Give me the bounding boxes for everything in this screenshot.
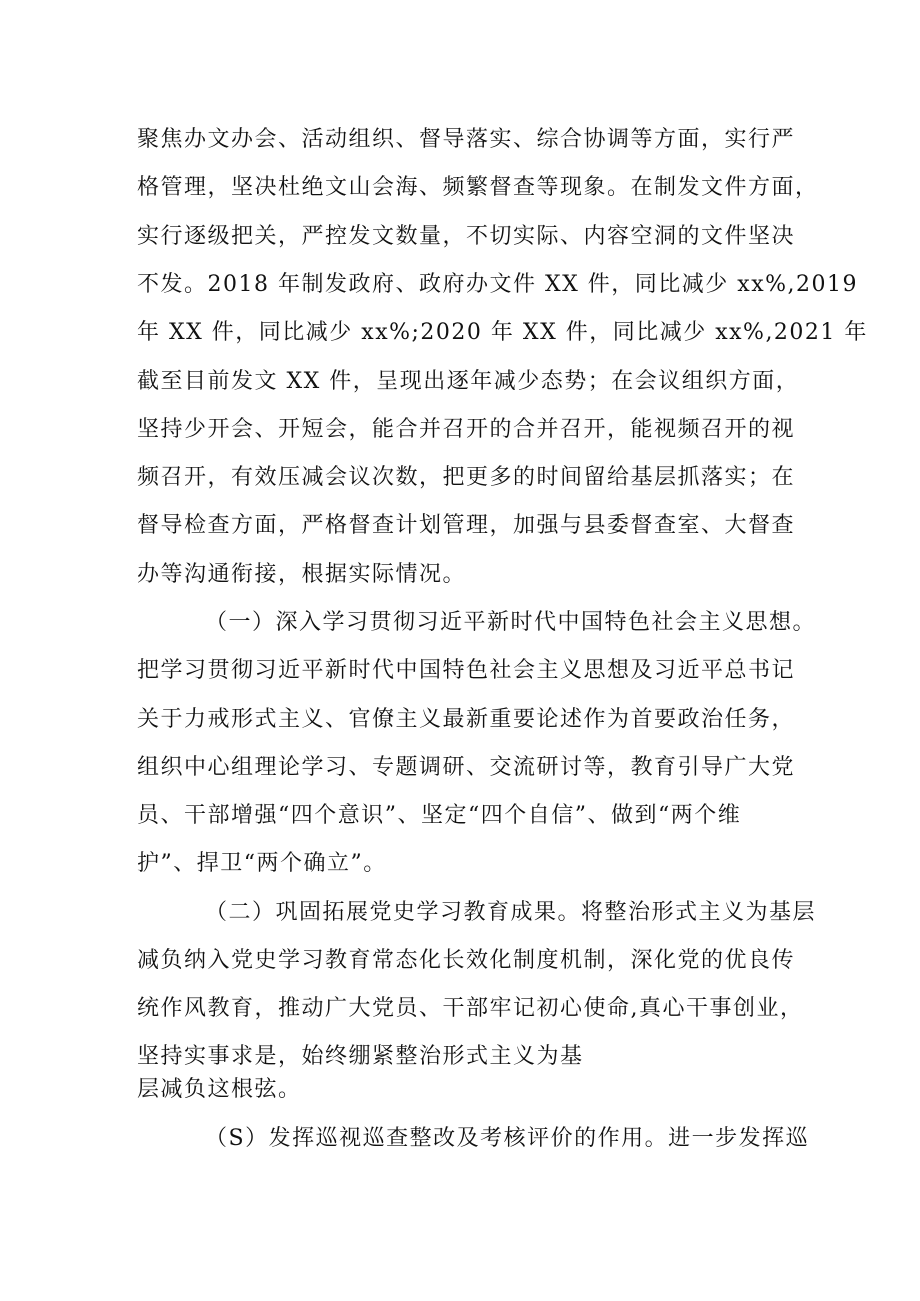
section-1-line-6: 护”、捍卫“两个确立”。: [137, 851, 387, 876]
section-1-line-3: 关于力戒形式主义、官僚主义最新重要论述作为首要政治任务，: [137, 707, 796, 732]
paragraph-1-line-7: 坚持少开会、开短会，能合并召开的合并召开，能视频召开的视: [137, 417, 796, 442]
section-1-line-4: 组织中心组理论学习、专题调研、交流研讨等，教育引导广大党: [137, 755, 796, 780]
paragraph-1-line-8: 频召开，有效压减会议次数，把更多的时间留给基层抓落实；在: [137, 465, 796, 490]
section-3-heading: （S）发挥巡视巡查整改及考核评价的作用。进一步发挥巡: [205, 1126, 810, 1151]
section-1-heading: （一）深入学习贯彻习近平新时代中国特色社会主义思想。: [205, 610, 817, 635]
section-2-line-2: 减负纳入党史学习教育常态化长效化制度机制，深化党的优良传: [137, 948, 796, 973]
section-1-line-2: 把学习贯彻习近平新时代中国特色社会主义思想及习近平总书记: [137, 658, 796, 683]
section-2-line-3: 统作风教育，推动广大党员、干部牢记初心使命,真心干事创业，: [137, 996, 804, 1021]
paragraph-1-line-4: 不发。2018 年制发政府、政府办文件 XX 件，同比减少 xx%,2019: [137, 272, 858, 297]
section-2-line-5: 层减负这根弦。: [137, 1077, 302, 1102]
paragraph-1-line-3: 实行逐级把关，严控发文数量，不切实际、内容空洞的文件坚决: [137, 224, 796, 249]
section-2-heading: （二）巩固拓展党史学习教育成果。将整治形式主义为基层: [205, 900, 817, 925]
paragraph-1-line-2: 格管理，坚决杜绝文山会海、频繁督查等现象。在制发文件方面，: [137, 175, 819, 200]
paragraph-1-line-5: 年 XX 件，同比减少 xx%;2020 年 XX 件，同比减少 xx%,2021 年: [137, 320, 868, 345]
section-2-line-4: 坚持实事求是，始终绷紧整治形式主义为基: [137, 1044, 584, 1069]
paragraph-1-line-10: 办等沟通衔接，根据实际情况。: [137, 562, 467, 587]
section-1-line-5: 员、干部增强“四个意识”、坚定“四个自信”、做到“两个维: [137, 803, 742, 828]
paragraph-1-line-6: 截至目前发文 XX 件，呈现出逐年减少态势；在会议组织方面，: [137, 369, 800, 394]
paragraph-1-line-9: 督导检查方面，严格督查计划管理，加强与县委督查室、大督查: [137, 513, 796, 538]
paragraph-1-line-1: 聚焦办文办会、活动组织、督导落实、综合协调等方面，实行严: [137, 127, 796, 152]
